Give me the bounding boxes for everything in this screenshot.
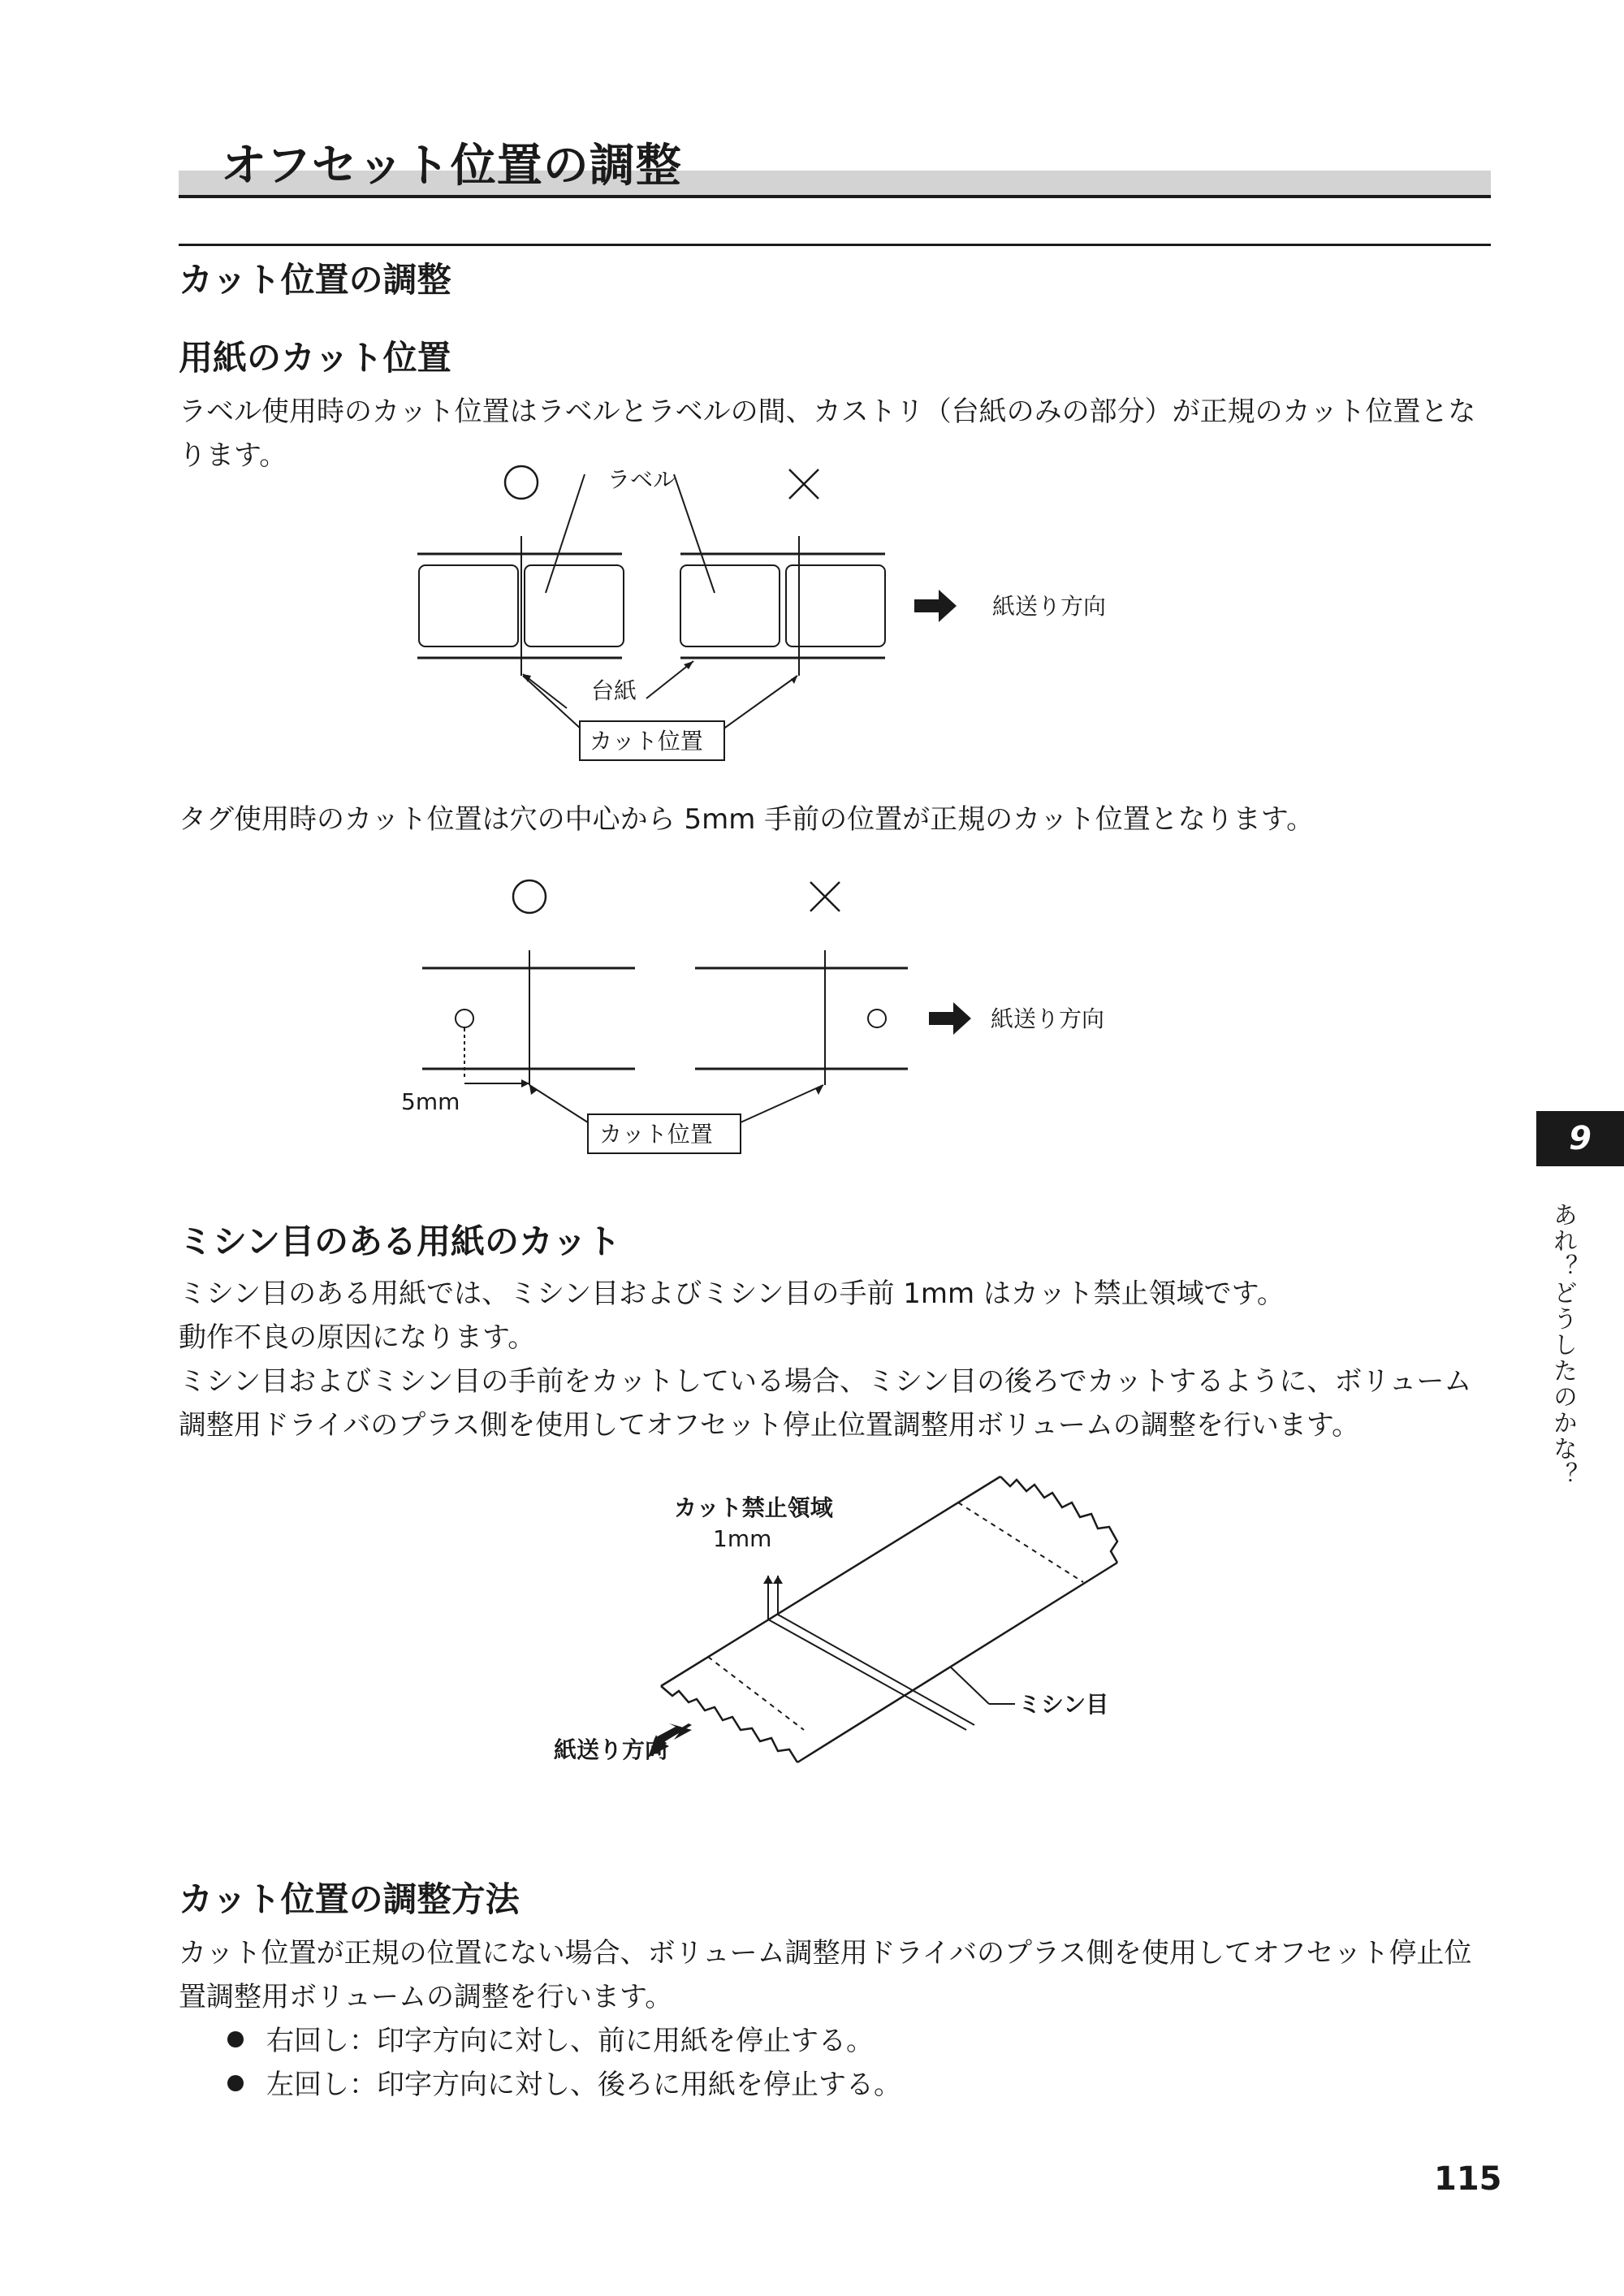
feed-direction-label: 紙送り方向 — [992, 593, 1107, 620]
width-label: 1mm — [713, 1525, 772, 1552]
perforation-paragraph — [179, 1272, 1494, 1447]
label-rect — [419, 565, 518, 646]
paragraph-line: 動作不良の原因になります。 — [179, 1321, 536, 1354]
adjust-method-paragraph — [179, 1931, 1494, 2019]
feed-direction-label: 紙送り方向 — [554, 1736, 668, 1763]
paragraph-line: ミシン目およびミシン目の手前をカットしている場合、ミシン目の後ろでカットするように、ボリューム — [179, 1365, 1472, 1398]
good-mark — [505, 466, 538, 499]
perforation-diagram — [536, 1462, 1153, 1803]
good-mark — [513, 880, 546, 913]
paragraph-line: カット位置が正規の位置にない場合、ボリューム調整用ドライバのプラス側を使用してオフセット停止位 — [179, 1937, 1472, 1970]
label-label: ラベル — [607, 466, 676, 493]
label-rect — [680, 565, 780, 646]
cut-position-label: カット位置 — [590, 728, 703, 755]
bad-mark — [789, 469, 818, 499]
chapter-side-label: あれ？どうしたのかな？ — [1548, 1202, 1577, 1488]
list-item: 左回し：印字方向に対し、後ろに用紙を停止する。 — [227, 2063, 1445, 2107]
offset-label: 5mm — [401, 1088, 460, 1115]
no-cut-zone-label: カット禁止領域 — [674, 1494, 833, 1521]
adjust-bullets — [227, 2019, 1445, 2107]
chapter-tab: 9 — [1536, 1111, 1624, 1166]
tag-paragraph: タグ使用時のカット位置は穴の中心から 5mm 手前の位置が正規のカット位置となります。 — [179, 803, 1315, 836]
cut-position-label: カット位置 — [599, 1121, 713, 1148]
section-heading: カット位置の調整 — [179, 260, 451, 300]
label-cut-diagram — [390, 455, 1169, 780]
bad-mark — [810, 882, 840, 911]
perforation-label: ミシン目 — [1018, 1691, 1109, 1718]
paragraph-line: 調整用ドライバのプラス側を使用してオフセット停止位置調整用ボリュームの調整を行います。 — [179, 1409, 1360, 1442]
feed-direction-label: 紙送り方向 — [991, 1005, 1105, 1032]
feed-arrow-icon — [929, 1002, 971, 1035]
page-number: 115 — [1434, 2160, 1502, 2198]
paragraph-line: ミシン目のある用紙では、ミシン目およびミシン目の手前 1mm はカット禁止領域です。 — [179, 1278, 1285, 1310]
paragraph-line: 置調整用ボリュームの調整を行います。 — [179, 1981, 673, 2013]
paragraph-line: ります。 — [179, 439, 287, 472]
backing-label: 台紙 — [591, 677, 637, 704]
tag-cut-diagram — [390, 869, 1169, 1178]
label-rect — [525, 565, 624, 646]
label-rect — [786, 565, 885, 646]
adjust-method-heading: カット位置の調整方法 — [179, 1879, 520, 1919]
cut-position-heading: 用紙のカット位置 — [179, 338, 451, 378]
page-title: オフセット位置の調整 — [221, 140, 682, 192]
perforation-heading: ミシン目のある用紙のカット — [179, 1222, 621, 1261]
section-rule — [179, 244, 1491, 246]
paragraph-line: ラベル使用時のカット位置はラベルとラベルの間、カストリ（台紙のみの部分）が正規のカット位置とな — [179, 396, 1476, 428]
list-item: 右回し：印字方向に対し、前に用紙を停止する。 — [227, 2019, 1445, 2063]
feed-arrow-icon — [914, 590, 957, 622]
